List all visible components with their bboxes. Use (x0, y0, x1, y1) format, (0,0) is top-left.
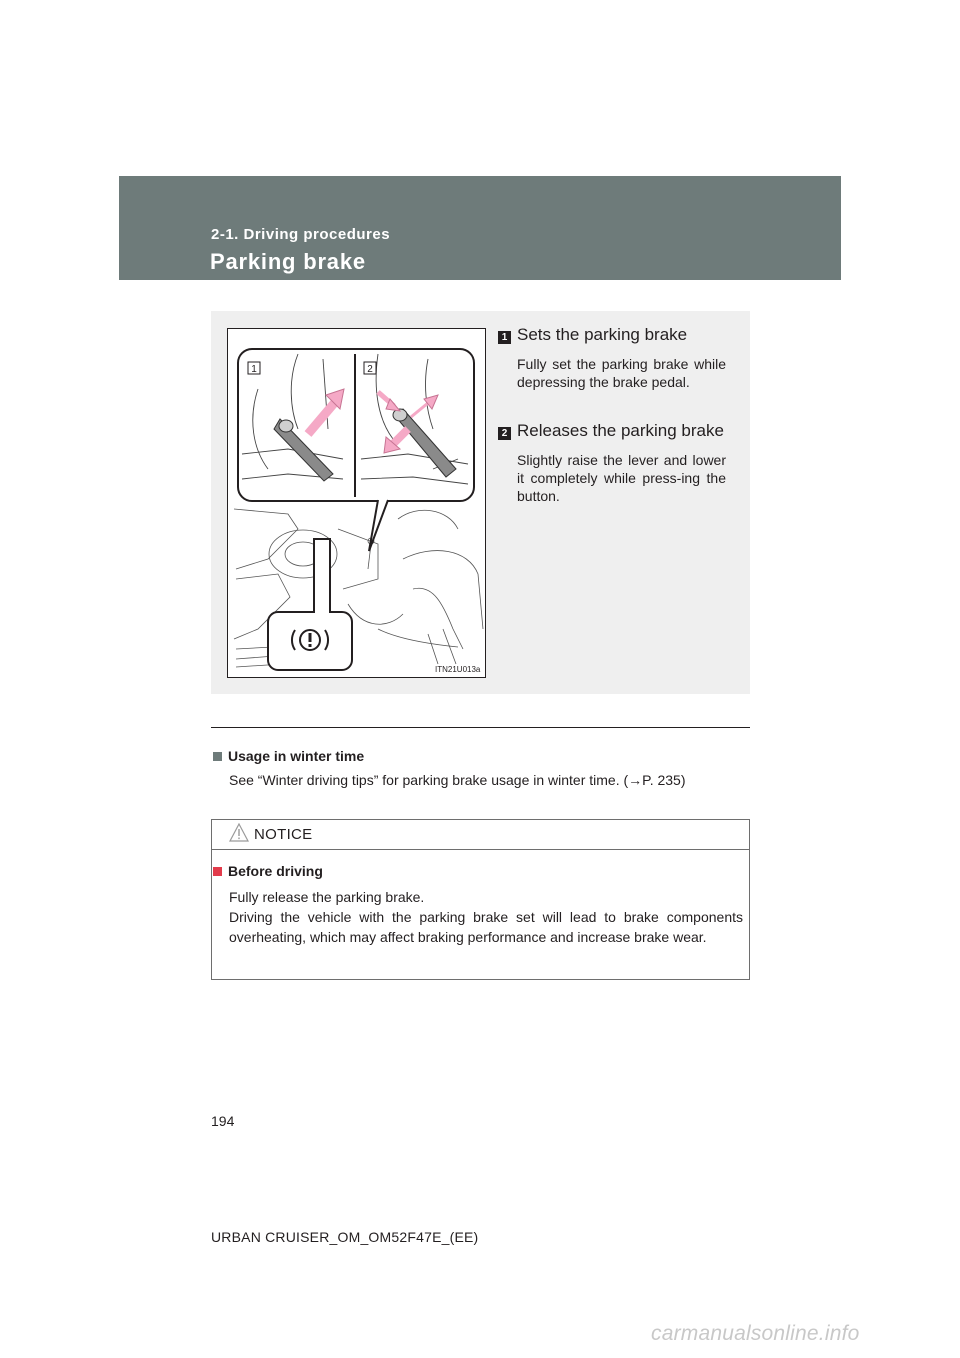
notice-heading (213, 863, 323, 879)
callout-number-2: 2 (367, 364, 373, 375)
section-divider (211, 727, 750, 728)
notice-paragraph: Fully release the parking brake. (229, 889, 425, 905)
parking-brake-drawing (228, 329, 485, 677)
watermark: carmanualsonline.info (651, 1322, 860, 1345)
notice-label: NOTICE (254, 826, 313, 843)
notice-heading-text: Before driving (228, 863, 323, 879)
step-number-badge: 1 (498, 331, 511, 344)
parking-brake-illustration (227, 328, 486, 678)
notice-box (211, 819, 750, 980)
callout-number-1: 1 (251, 364, 257, 375)
square-bullet-icon (213, 752, 222, 761)
section-label: 2-1. Driving procedures (211, 226, 391, 243)
step-title: Releases the parking brake (517, 421, 724, 440)
notice-header (212, 820, 749, 850)
note-text: See “Winter driving tips” for parking brake usage in winter time. (→P. 235) (229, 772, 686, 788)
warning-triangle-icon (229, 823, 249, 842)
step-description: Slightly raise the lever and lower it completely while press-ing the button. (517, 452, 726, 504)
step-description: Fully set the parking brake while depressing the brake pedal. (517, 356, 726, 390)
note-heading-text: Usage in winter time (228, 748, 365, 764)
page-number: 194 (211, 1113, 235, 1129)
step-number-badge: 2 (498, 427, 511, 440)
note-heading (213, 748, 364, 764)
notice-paragraph: Driving the vehicle with the parking brake set will lead to brake components overheating, which may affect braking performance and increase brake wear. (229, 909, 743, 945)
square-bullet-icon (213, 867, 222, 876)
footer-model-code: URBAN CRUISER_OM_OM52F47E_(EE) (211, 1229, 479, 1245)
image-code: ITN21U013a (435, 665, 481, 674)
step-title: Sets the parking brake (517, 325, 688, 344)
page-title: Parking brake (210, 249, 366, 274)
